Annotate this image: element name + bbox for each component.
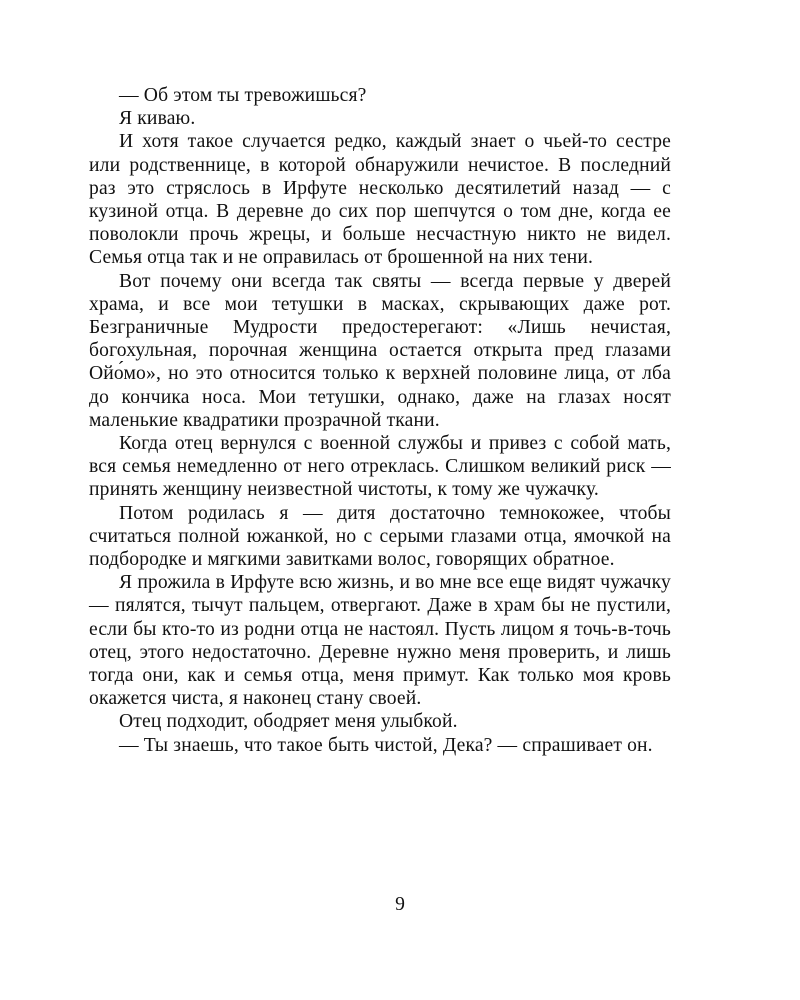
page-body	[89, 84, 671, 757]
body-text	[89, 84, 671, 757]
paragraph: — Об этом ты тревожишься?	[119, 85, 367, 106]
paragraph: Потом родилась я — дитя достаточно темнокожее, чтобы считаться полной южанкой, но с серыми глазами отца, ямочкой на подбородке и мягкими завитками волос, говорящих обратное.	[89, 502, 671, 571]
page-number: 9	[395, 894, 405, 915]
paragraph: Я прожила в Ирфуте всю жизнь, и во мне все еще видят чужачку — пялятся, тычут пальцем, отвергают. Даже в храм бы не пустили, если бы кто-то из родни отца не настоял. Пусть лицом я точь-в-точь отец, этого недостаточно. Деревне нужно меня проверить, и лишь тогда они, как и семья отца, меня примут. Как только моя кровь окажется чиста, я наконец стану своей.	[89, 572, 671, 710]
paragraph: — Ты знаешь, что такое быть чистой, Дека? — спрашивает он.	[119, 734, 653, 756]
paragraph: Когда отец вернулся с военной службы и привез с собой мать, вся семья немедленно от него отреклась. Слишком великий риск — принять женщину неизвестной чистоты, к тому же чужачку.	[89, 433, 671, 501]
paragraph: И хотя такое случается редко, каждый знает о чьей-то сестре или родственнице, в которой обнаружили нечистое. В последний раз это стряслось в Ирфуте несколько десятилетий назад — с кузиной отца. В деревне до сих пор шепчутся о том дне, когда ее поволокли прочь жрецы, и больше несчастную никто не видел. Семья отца так и не оправилась от брошенной на них тени.	[89, 131, 671, 269]
paragraph: Отец подходит, ободряет меня улыбкой.	[119, 711, 458, 733]
paragraph: Я киваю.	[119, 108, 196, 130]
paragraph: Вот почему они всегда так святы — всегда первые у дверей храма, и все мои тетушки в масках, скрывающих даже рот. Безграничные Мудрости предостерегают: «Лишь нечистая, богохульная, порочная женщина остается открыта пред глазами Ойо́мо», но это относится только к верхней половине лица, от лба до кончика носа. Мои тетушки, однако, даже на глазах носят маленькие квадратики прозрачной ткани.	[89, 270, 671, 431]
